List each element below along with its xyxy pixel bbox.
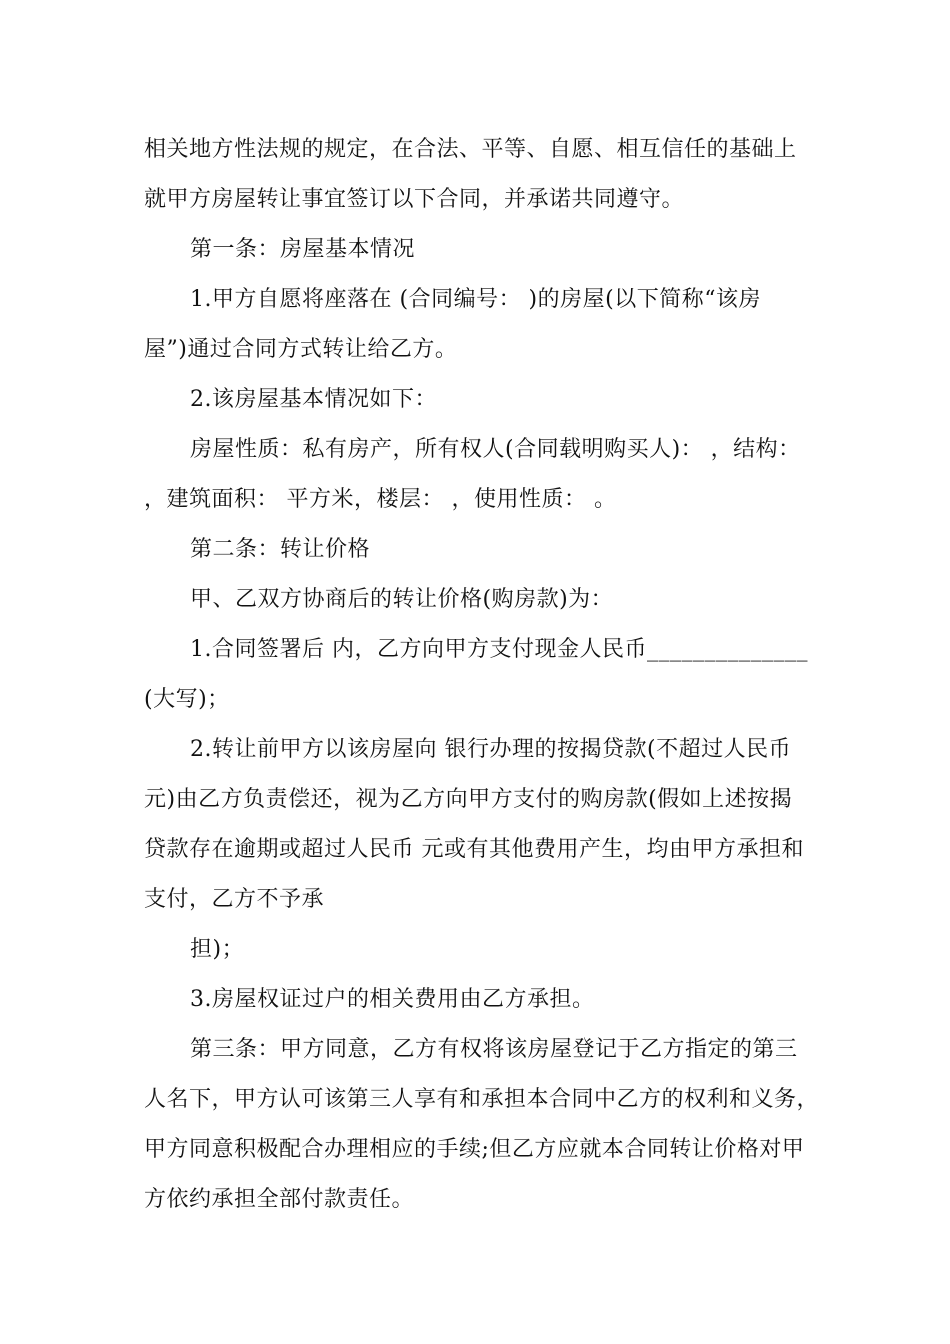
paragraph-line: 贷款存在逾期或超过人民币 元或有其他费用产生，均由甲方承担和: [144, 837, 804, 862]
section-heading-1: 第一条：房屋基本情况: [190, 237, 416, 262]
paragraph-line: ，建筑面积： 平方米，楼层： ，使用性质： 。: [144, 487, 617, 512]
paragraph-line: 屋”)通过合同方式转让给乙方。: [144, 337, 458, 362]
paragraph-line: 人名下，甲方认可该第三人享有和承担本合同中乙方的权利和义务，: [144, 1087, 820, 1112]
paragraph-line: 2.该房屋基本情况如下：: [190, 387, 437, 412]
paragraph-line: 1.甲方自愿将座落在 (合同编号： )的房屋(以下简称“该房: [190, 287, 761, 312]
paragraph-line: 就甲方房屋转让事宜签订以下合同，并承诺共同遵守。: [144, 187, 685, 212]
section-heading-2: 第二条：转让价格: [190, 537, 371, 562]
paragraph-line: 3.房屋权证过户的相关费用由乙方承担。: [190, 987, 595, 1012]
paragraph-line: 相关地方性法规的规定，在合法、平等、自愿、相互信任的基础上: [144, 137, 797, 162]
paragraph-line: 元)由乙方负责偿还，视为乙方向甲方支付的购房款(假如上述按揭: [144, 787, 793, 812]
paragraph-line: 甲、乙双方协商后的转让价格(购房款)为：: [190, 587, 614, 612]
paragraph-line: 支付，乙方不予承: [144, 887, 325, 912]
paragraph-line: 甲方同意积极配合办理相应的手续;但乙方应就本合同转让价格对甲: [144, 1137, 805, 1162]
paragraph-line: 1.合同签署后 内，乙方向甲方支付现金人民币______________: [190, 637, 808, 662]
paragraph-line: (大写)；: [144, 687, 230, 712]
paragraph-line: 担)；: [190, 937, 245, 962]
section-heading-3: 第三条：甲方同意，乙方有权将该房屋登记于乙方指定的第三: [190, 1037, 798, 1062]
paragraph-line: 方依约承担全部付款责任。: [144, 1187, 415, 1212]
paragraph-line: 房屋性质：私有房产，所有权人(合同载明购买人)： ，结构：: [190, 437, 801, 462]
paragraph-line: 2.转让前甲方以该房屋向 银行办理的按揭贷款(不超过人民币: [190, 737, 792, 762]
